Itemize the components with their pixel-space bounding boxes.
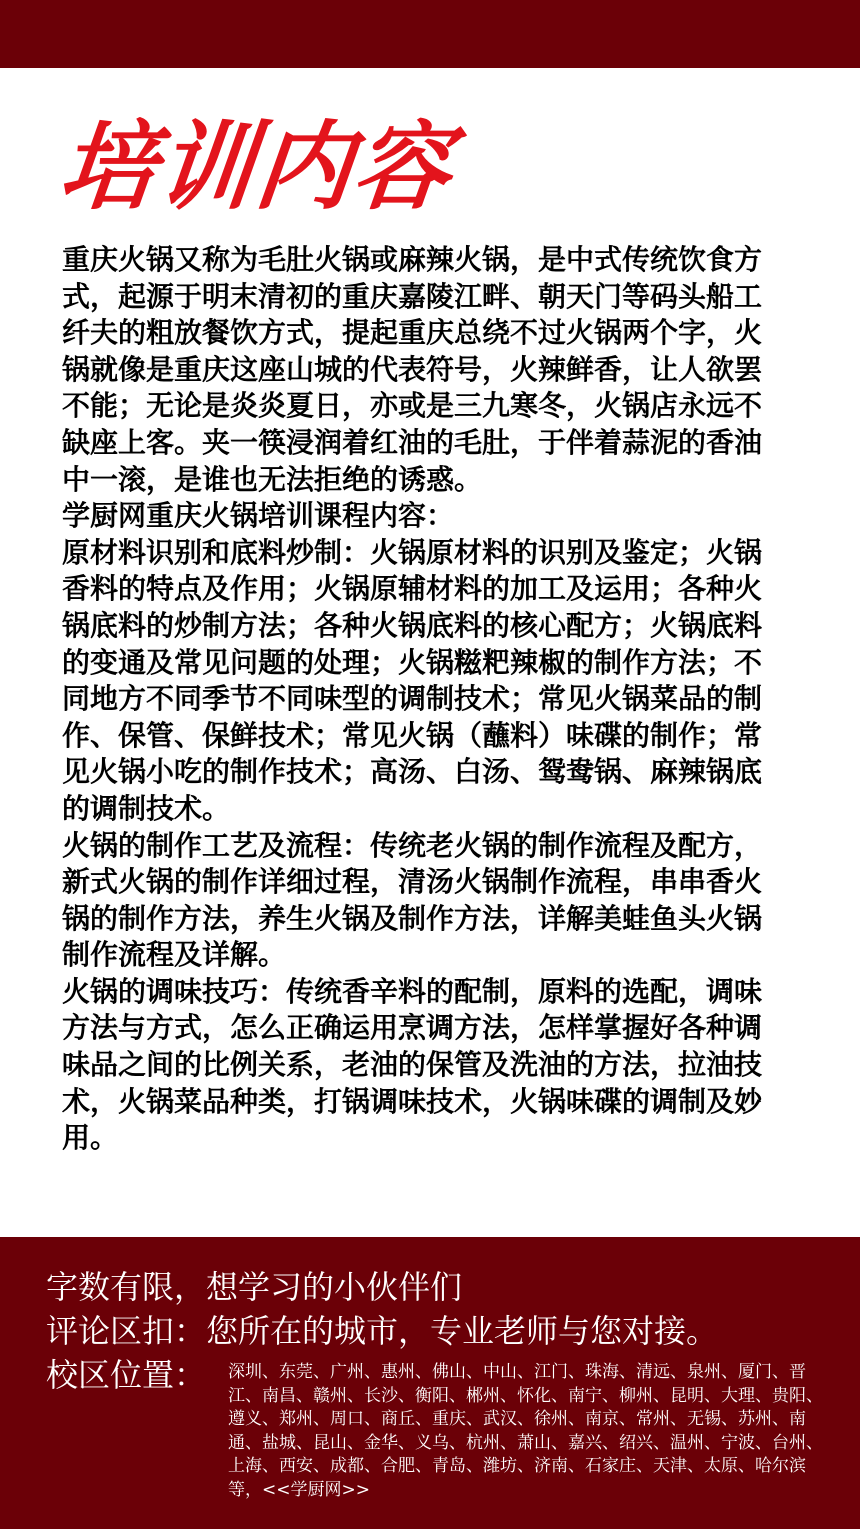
page-title: 培训内容 — [54, 111, 458, 223]
course-section-process: 火锅的制作工艺及流程：传统老火锅的制作流程及配方，新式火锅的制作详细过程，清汤火锅制作流程，串串香火锅的制作方法，养生火锅及制作方法，详解美蛙鱼头火锅制作流程及详解。 — [62, 828, 763, 972]
course-section-ingredients: 原材料识别和底料炒制：火锅原材料的识别及鉴定；火锅香料的特点及作用；火锅原辅材料的加工及运用；各种火锅底料的炒制方法；各种火锅底料的核心配方；火锅底料的变通及常见问题的处理；火锅糍粑辣椒的制作方法；不同地方不同季节不同味型的调制技术；常见火锅菜品的制作、保管、保鲜技术；常见火锅（蘸料）味碟的制作；常见火锅小吃的制作技术；高汤、白汤、鸳鸯锅、麻辣锅底的调制技术。 — [62, 535, 763, 825]
footer-panel — [0, 1237, 860, 1529]
campus-list: 深圳、东莞、广州、惠州、佛山、中山、江门、珠海、清远、泉州、厦门、晋江、南昌、赣州、长沙、衡阳、郴州、怀化、南宁、柳州、昆明、大理、贵阳、遵义、郑州、周口、商丘、重庆、武汉、徐州、南京、常州、无锡、苏州、南通、盐城、昆山、金华、义乌、杭州、萧山、嘉兴、绍兴、温州、宁波、台州、上海、西安、成都、合肥、青岛、潍坊、济南、石家庄、天津、太原、哈尔滨等，<<学厨网>> — [228, 1362, 823, 1500]
campus-label: 校区位置： — [46, 1356, 207, 1394]
intro-paragraph: 重庆火锅又称为毛肚火锅或麻辣火锅，是中式传统饮食方式，起源于明末清初的重庆嘉陵江畔、朝天门等码头船工纤夫的粗放餐饮方式，提起重庆总绕不过火锅两个字，火锅就像是重庆这座山城的代表符号，火辣鲜香，让人欲罢不能；无论是炎炎夏日，亦或是三九寒冬，火锅店永远不缺座上客。夹一筷浸润着红油的毛肚，于伴着蒜泥的香油中一滚，是谁也无法拒绝的诱惑。 — [62, 243, 763, 496]
promo-line-1: 字数有限，想学习的小伙伴们 — [46, 1268, 463, 1306]
top-banner — [0, 0, 860, 68]
course-section-seasoning: 火锅的调味技巧：传统香辛料的配制，原料的选配，调味方法与方式，怎么正确运用烹调方法，怎样掌握好各种调味品之间的比例关系，老油的保管及洗油的方法，拉油技术，火锅菜品种类，打锅调味技术，火锅味碟的调制及妙用。 — [62, 974, 763, 1155]
article-body — [62, 242, 782, 1157]
promo-line-2: 评论区扣：您所在的城市，专业老师与您对接。 — [46, 1312, 719, 1350]
course-heading: 学厨网重庆火锅培训课程内容： — [62, 499, 455, 533]
